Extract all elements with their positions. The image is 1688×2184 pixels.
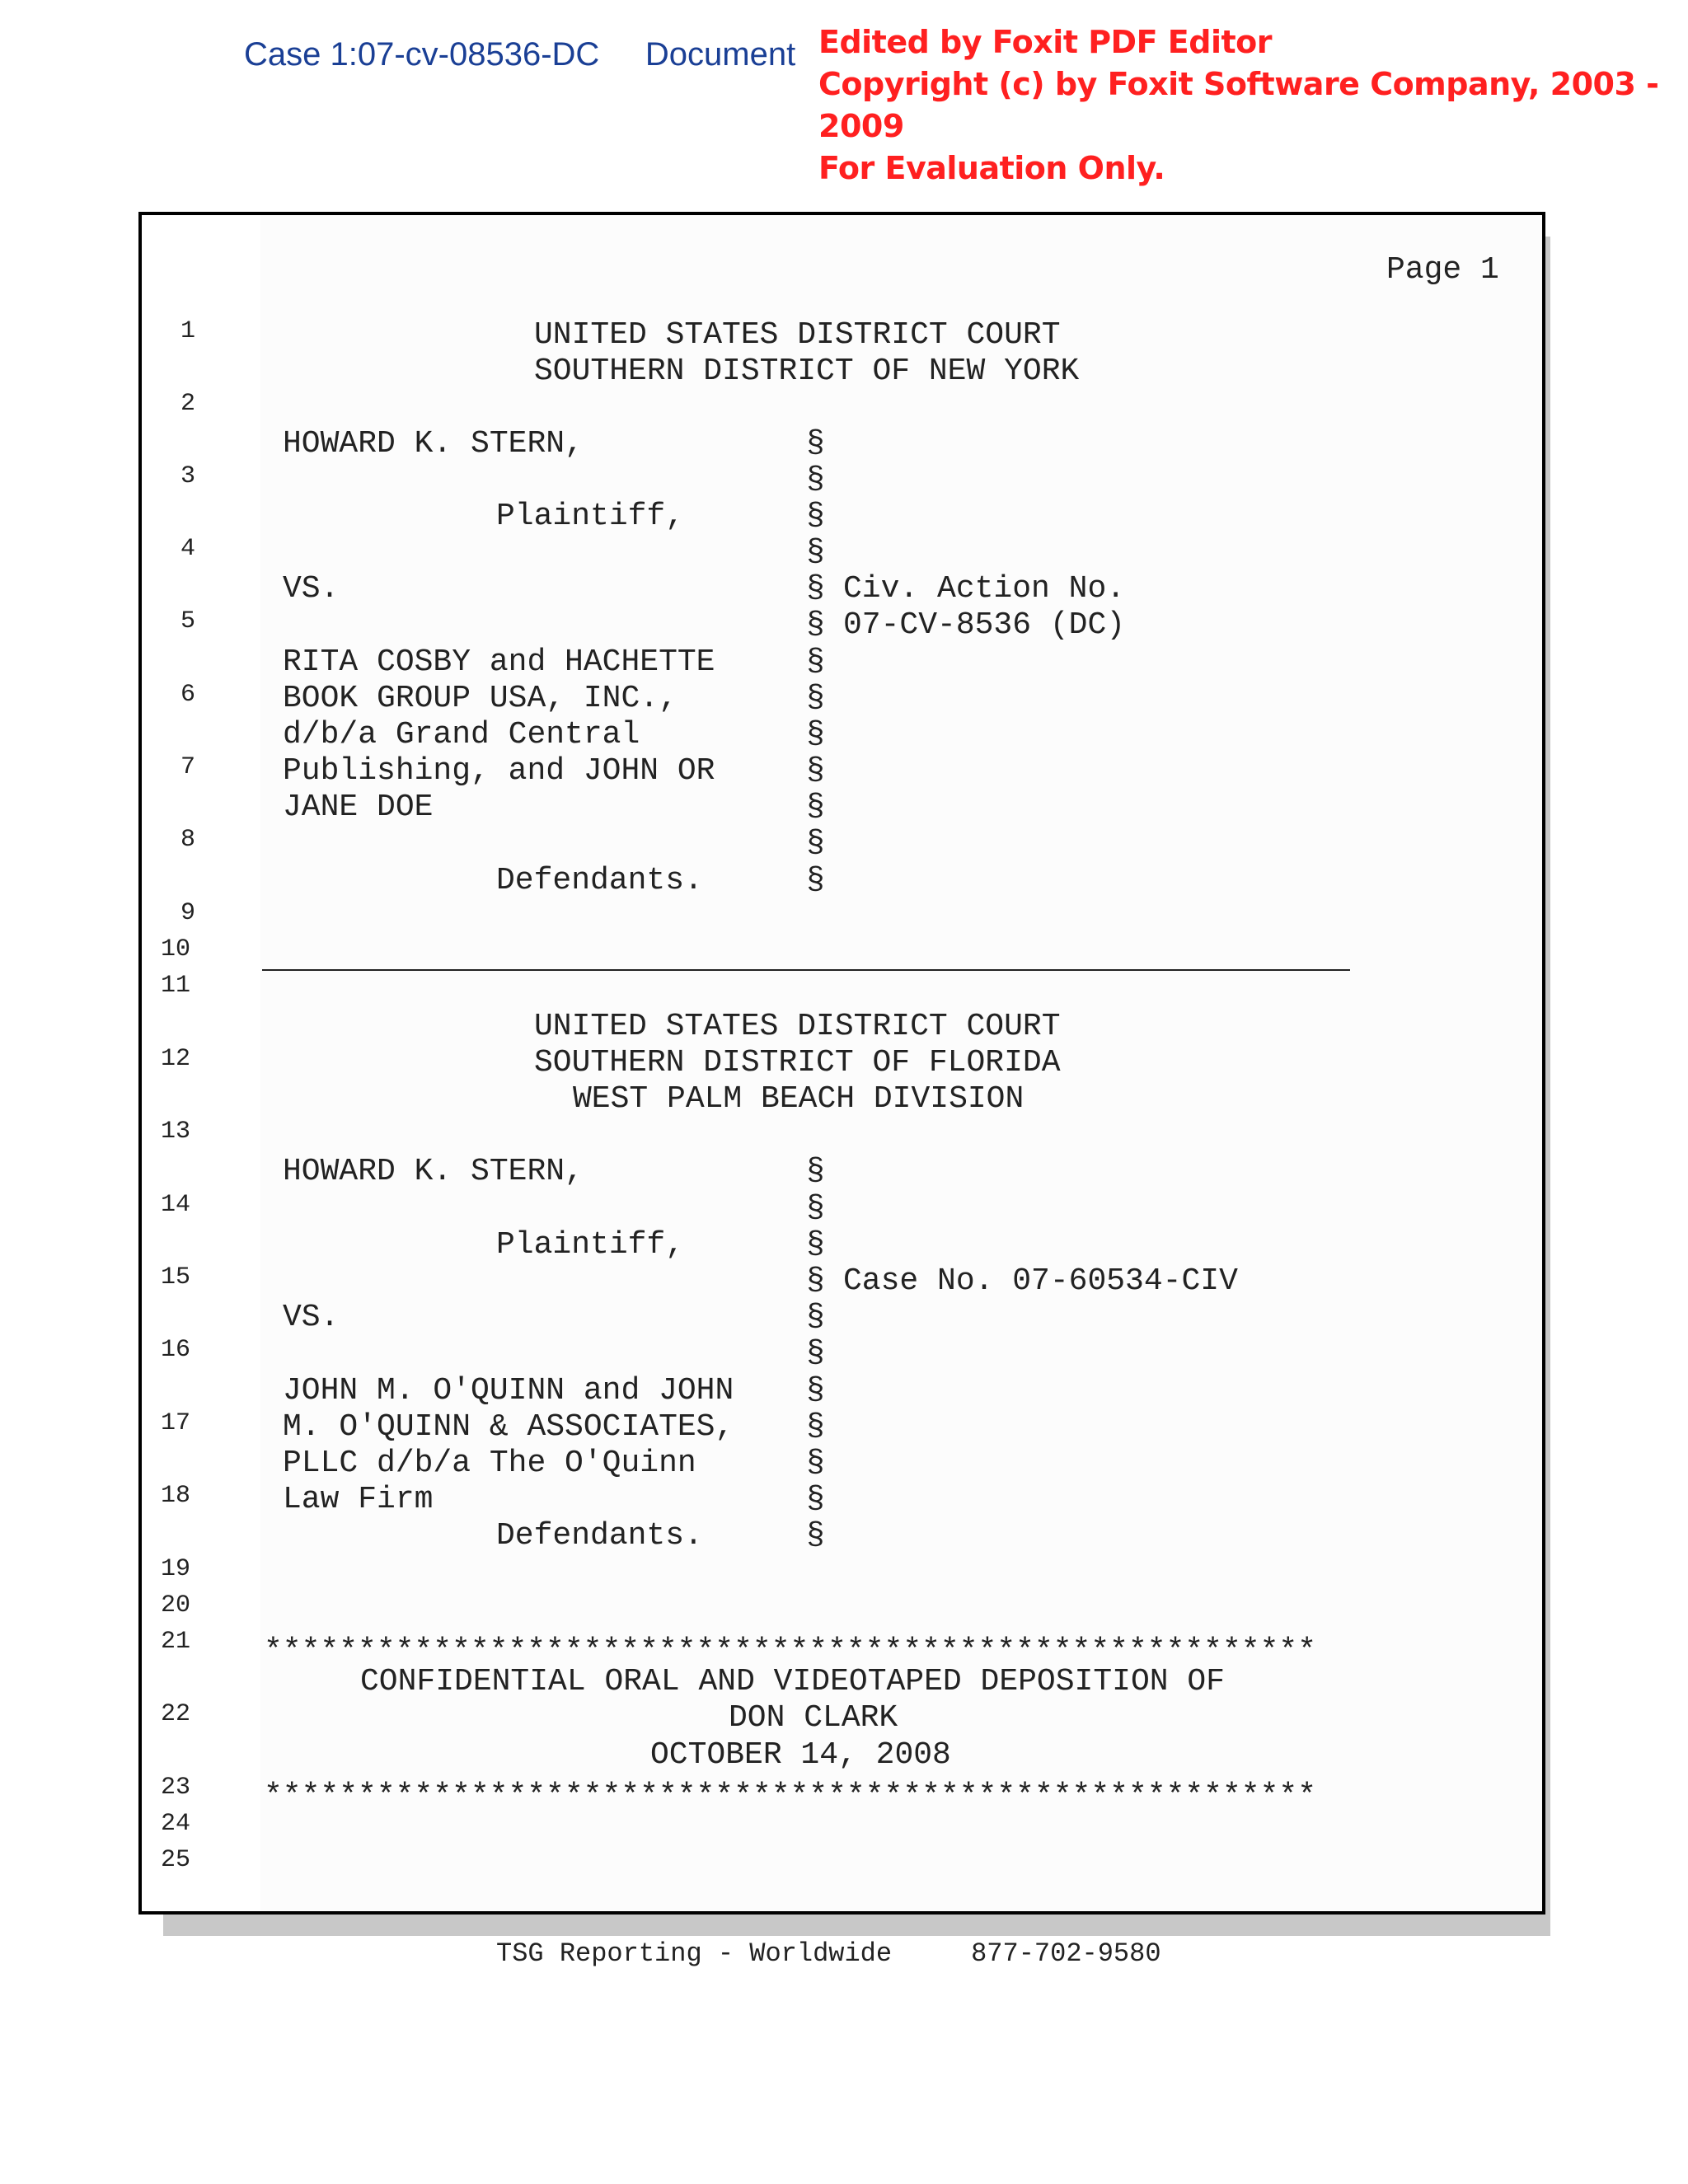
reporter-footer bbox=[496, 1938, 1161, 1969]
line-number: 17 bbox=[161, 1409, 191, 1437]
defendant-line: JOHN M. O'QUINN and JOHN bbox=[283, 1373, 734, 1408]
line-number: 16 bbox=[161, 1336, 191, 1364]
witness-name: DON CLARK bbox=[729, 1700, 898, 1736]
section-symbol: § bbox=[806, 607, 825, 643]
section-symbol: § bbox=[806, 499, 825, 534]
plaintiff-name: HOWARD K. STERN, bbox=[283, 426, 584, 462]
section-symbol: § bbox=[806, 1263, 825, 1299]
line-number: 22 bbox=[161, 1700, 191, 1728]
section-symbol: § bbox=[806, 1227, 825, 1263]
page-label: Page 1 bbox=[1386, 252, 1499, 288]
section-symbol: § bbox=[806, 1154, 825, 1189]
line-number: 10 bbox=[161, 935, 191, 963]
reporter-name: TSG Reporting - Worldwide bbox=[496, 1938, 893, 1969]
section-symbol: § bbox=[806, 863, 825, 898]
section-symbol: § bbox=[806, 1518, 825, 1554]
deposition-title: CONFIDENTIAL ORAL AND VIDEOTAPED DEPOSITION OF bbox=[360, 1664, 1225, 1699]
section-symbol: § bbox=[806, 1373, 825, 1408]
versus: VS. bbox=[283, 1300, 340, 1335]
action-label: Civ. Action No. bbox=[843, 571, 1126, 607]
defendant-line: JANE DOE bbox=[283, 790, 434, 825]
line-number: 8 bbox=[181, 826, 196, 854]
document-label: Document bbox=[645, 36, 796, 73]
line-number: 5 bbox=[181, 607, 196, 635]
defendant-role: Defendants. bbox=[496, 863, 703, 898]
plaintiff-name: HOWARD K. STERN, bbox=[283, 1154, 584, 1189]
section-symbol: § bbox=[806, 681, 825, 716]
section-symbol: § bbox=[806, 426, 825, 462]
line-number: 23 bbox=[161, 1774, 191, 1802]
line-number: 12 bbox=[161, 1045, 191, 1073]
line-number: 3 bbox=[181, 462, 196, 490]
reporter-phone: 877-702-9580 bbox=[971, 1938, 1161, 1969]
defendant-line: Law Firm bbox=[283, 1482, 434, 1517]
line-number: 15 bbox=[161, 1263, 191, 1291]
separator-line bbox=[262, 969, 1350, 971]
section-symbol: § bbox=[806, 753, 825, 789]
section-symbol: § bbox=[806, 571, 825, 607]
section-symbol: § bbox=[806, 462, 825, 498]
deposition-date: OCTOBER 14, 2008 bbox=[650, 1737, 951, 1773]
section-symbol: § bbox=[806, 644, 825, 680]
district-name: SOUTHERN DISTRICT OF NEW YORK bbox=[534, 354, 1080, 389]
line-number: 18 bbox=[161, 1482, 191, 1510]
case-header bbox=[244, 36, 795, 73]
plaintiff-role: Plaintiff, bbox=[496, 1227, 685, 1263]
defendant-line: M. O'QUINN & ASSOCIATES, bbox=[283, 1409, 734, 1445]
case-id: Case 1:07-cv-08536-DC bbox=[244, 36, 600, 73]
line-number: 14 bbox=[161, 1191, 191, 1219]
defendant-line: Publishing, and JOHN OR bbox=[283, 753, 715, 789]
section-symbol: § bbox=[806, 717, 825, 752]
action-number: 07-CV-8536 (DC) bbox=[843, 607, 1126, 643]
versus: VS. bbox=[283, 571, 340, 607]
line-number: 20 bbox=[161, 1591, 191, 1619]
line-number: 19 bbox=[161, 1555, 191, 1583]
defendant-line: RITA COSBY and HACHETTE bbox=[283, 644, 715, 680]
section-symbol: § bbox=[806, 826, 825, 861]
section-symbol: § bbox=[806, 535, 825, 570]
watermark-line: Edited by Foxit PDF Editor bbox=[818, 24, 1272, 60]
court-name: UNITED STATES DISTRICT COURT bbox=[534, 1009, 1061, 1044]
line-number: 7 bbox=[181, 753, 196, 781]
line-number: 2 bbox=[181, 390, 196, 418]
foxit-watermark bbox=[818, 21, 1688, 190]
case-number: Case No. 07-60534-CIV bbox=[843, 1263, 1238, 1299]
defendant-line: BOOK GROUP USA, INC., bbox=[283, 681, 678, 716]
watermark-line: Copyright (c) by Foxit Software Company, 2003 - 2009 bbox=[818, 66, 1659, 144]
section-symbol: § bbox=[806, 790, 825, 825]
star-divider: ******************************************************** bbox=[264, 1779, 1317, 1814]
section-symbol: § bbox=[806, 1336, 825, 1371]
division-name: WEST PALM BEACH DIVISION bbox=[573, 1081, 1025, 1117]
line-number: 6 bbox=[181, 681, 196, 709]
line-number: 11 bbox=[161, 972, 191, 1000]
section-symbol: § bbox=[806, 1446, 825, 1481]
court-name: UNITED STATES DISTRICT COURT bbox=[534, 317, 1061, 353]
section-symbol: § bbox=[806, 1409, 825, 1445]
line-number: 25 bbox=[161, 1846, 191, 1874]
line-number: 13 bbox=[161, 1118, 191, 1146]
line-number: 4 bbox=[181, 535, 196, 563]
line-number: 21 bbox=[161, 1628, 191, 1656]
defendant-role: Defendants. bbox=[496, 1518, 703, 1554]
line-number-column bbox=[142, 215, 260, 1911]
section-symbol: § bbox=[806, 1191, 825, 1226]
defendant-line: d/b/a Grand Central bbox=[283, 717, 640, 752]
line-number: 24 bbox=[161, 1810, 191, 1838]
line-number: 1 bbox=[181, 317, 196, 345]
district-name: SOUTHERN DISTRICT OF FLORIDA bbox=[534, 1045, 1061, 1080]
section-symbol: § bbox=[806, 1482, 825, 1517]
line-number: 9 bbox=[181, 899, 196, 927]
defendant-line: PLLC d/b/a The O'Quinn bbox=[283, 1446, 696, 1481]
watermark-line: For Evaluation Only. bbox=[818, 150, 1165, 186]
star-divider: ******************************************************** bbox=[264, 1633, 1317, 1669]
section-symbol: § bbox=[806, 1300, 825, 1335]
plaintiff-role: Plaintiff, bbox=[496, 499, 685, 534]
